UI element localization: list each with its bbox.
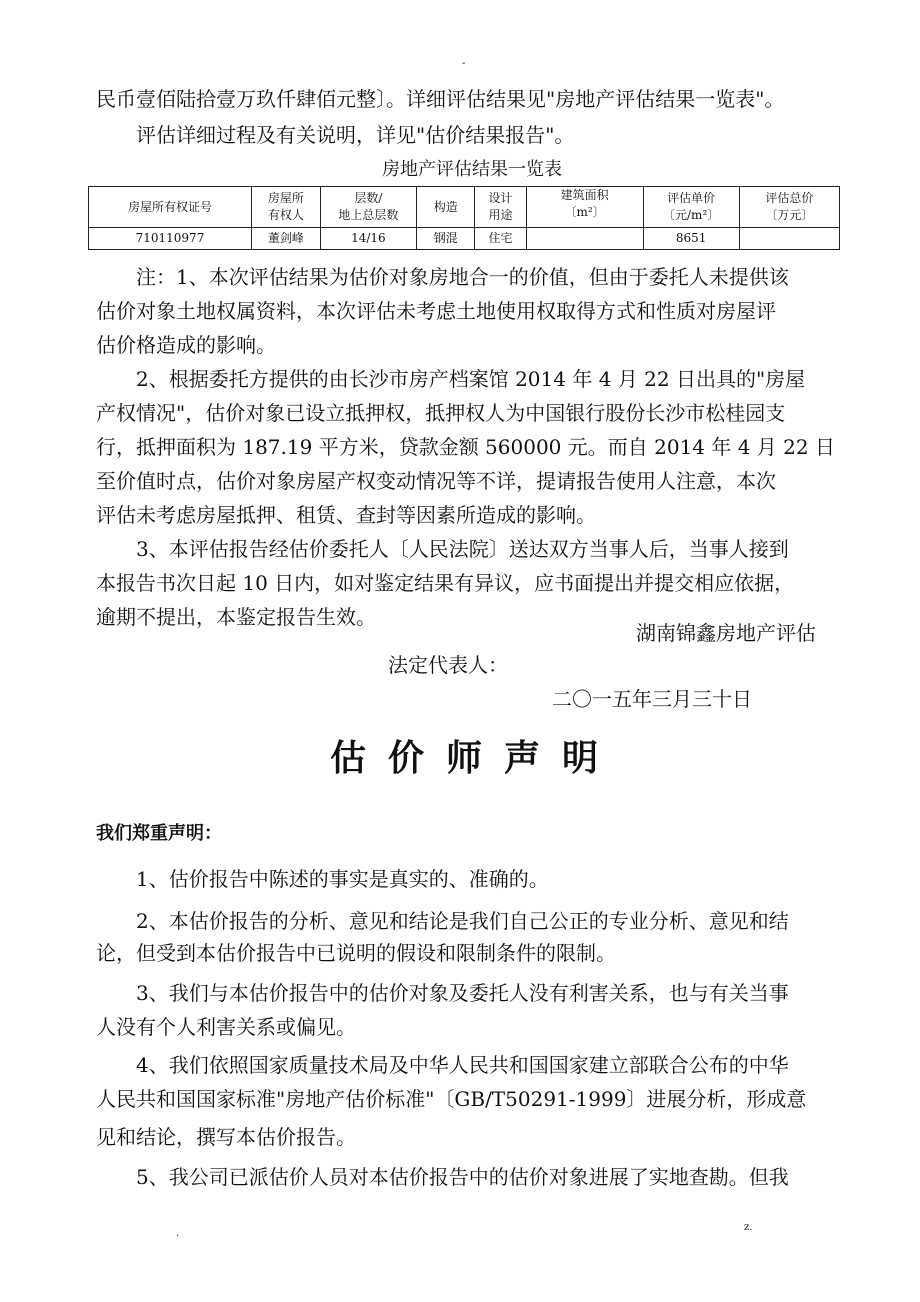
table-row <box>89 228 840 250</box>
total-price-cell <box>739 228 839 250</box>
note-2-line-5: 评估未考虑房屋抵押、租赁、查封等因素所造成的影响。 <box>96 503 596 527</box>
note-2-line-2: 产权情况"，估价对象已设立抵押权，抵押权人为中国银行股份长沙市松桂园支 <box>96 401 786 425</box>
header-cell: 评估总价 〔万元〕 <box>739 187 839 228</box>
intro-line-2: 评估详细过程及有关说明，详见"估价结果报告"。 <box>136 123 575 147</box>
declaration-item-3-line-2: 人没有个人利害关系或偏见。 <box>96 1015 356 1039</box>
legal-representative: 法定代表人： <box>388 653 508 677</box>
header-mark: - <box>462 58 466 69</box>
declaration-item-5-line-1: 5、我公司已派估价人员对本估价报告中的估价对象进展了实地查勘。但我 <box>136 1165 789 1189</box>
table-header-row <box>89 187 840 228</box>
header-cell: 建筑面积 〔m²〕 <box>526 187 643 228</box>
note-2-line-4: 至价值时点，估价对象房屋产权变动情况等不详，提请报告使用人注意，本次 <box>96 469 776 493</box>
intro-line-1: 民币壹佰陆拾壹万玖仟肆佰元整〕。详细评估结果见"房地产评估结果一览表"。 <box>96 87 785 111</box>
signature-date: 二〇一五年三月三十日 <box>552 687 752 711</box>
header-cell: 房屋所有权证号 <box>89 187 252 228</box>
owner-cell: 董剑峰 <box>251 228 320 250</box>
footer-right-mark: z. <box>744 1222 753 1233</box>
footer-left-mark: . <box>176 1228 180 1239</box>
declaration-item-2-line-1: 2、本估价报告的分析、意见和结论是我们自己公正的专业分析、意见和结 <box>136 909 789 933</box>
cert-number-cell: 710110977 <box>89 228 252 250</box>
declaration-subtitle: 我们郑重声明： <box>96 823 222 844</box>
floors-cell: 14/16 <box>320 228 416 250</box>
declaration-title: 估价师声明 <box>330 738 621 779</box>
declaration-item-4-line-3: 见和结论，撰写本估价报告。 <box>96 1125 356 1149</box>
note-1-line-3: 估价格造成的影响。 <box>96 333 276 357</box>
note-2-line-1: 2、根据委托方提供的由长沙市房产档案馆 2014 年 4 月 22 日出具的"房屋 <box>136 367 806 391</box>
note-3-line-1: 3、本评估报告经估价委托人〔人民法院〕送达双方当事人后，当事人接到 <box>136 537 789 561</box>
result-table <box>88 186 840 250</box>
header-cell: 评估单价 〔元/m²〕 <box>643 187 739 228</box>
declaration-item-2-line-2: 论，但受到本估价报告中已说明的假设和限制条件的限制。 <box>96 941 616 965</box>
company-name: 湖南锦鑫房地产评估 <box>636 621 816 645</box>
structure-cell: 钢混 <box>416 228 474 250</box>
area-cell <box>526 228 643 250</box>
declaration-item-4-line-1: 4、我们依照国家质量技术局及中华人民共和国国家建立部联合公布的中华 <box>136 1053 789 1077</box>
usage-cell: 住宅 <box>475 228 526 250</box>
declaration-item-3-line-1: 3、我们与本估价报告中的估价对象及委托人没有利害关系，也与有关当事 <box>136 981 789 1005</box>
note-3-line-3: 逾期不提出，本鉴定报告生效。 <box>96 605 376 629</box>
header-cell: 设计 用途 <box>475 187 526 228</box>
declaration-item-1: 1、估价报告中陈述的事实是真实的、准确的。 <box>136 867 549 891</box>
unit-price-cell: 8651 <box>643 228 739 250</box>
header-cell: 构造 <box>416 187 474 228</box>
table-title: 房地产评估结果一览表 <box>382 159 562 180</box>
header-cell: 房屋所 有权人 <box>251 187 320 228</box>
note-1-line-2: 估价对象土地权属资料，本次评估未考虑土地使用权取得方式和性质对房屋评 <box>96 299 776 323</box>
header-cell: 层数/ 地上总层数 <box>320 187 416 228</box>
note-2-line-3: 行，抵押面积为 187.19 平方米，贷款金额 560000 元。而自 2014 年 4 月 22 日 <box>96 435 835 459</box>
declaration-item-4-line-2: 人民共和国国家标准"房地产估价标准"〔GB/T50291-1999〕进展分析，形成意 <box>96 1087 807 1111</box>
note-3-line-2: 本报告书次日起 10 日内，如对鉴定结果有异议，应书面提出并提交相应依据， <box>96 571 795 595</box>
note-1-line-1: 注：1、本次评估结果为估价对象房地合一的价值，但由于委托人未提供该 <box>136 265 789 289</box>
